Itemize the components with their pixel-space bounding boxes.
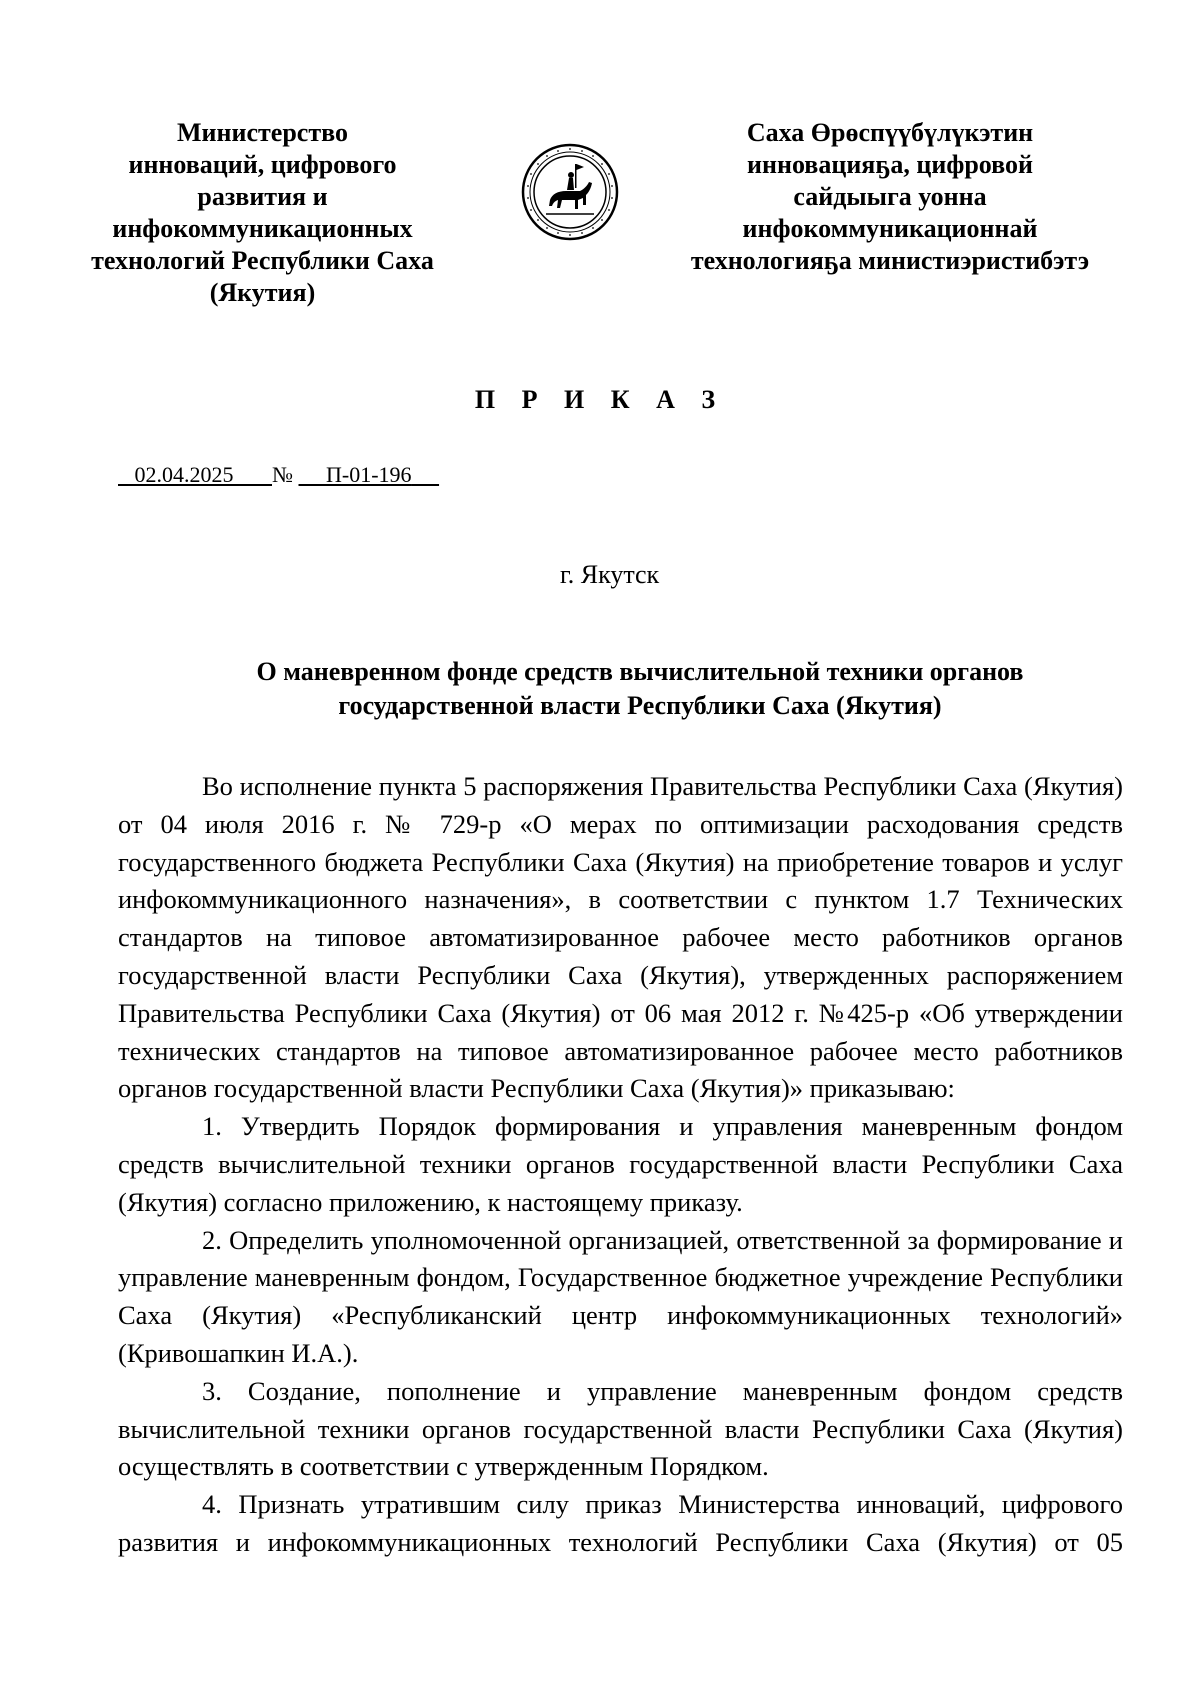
number-sign: №	[272, 462, 293, 487]
order-date: 02.04.2025	[134, 462, 234, 487]
ministry-name-ru-line: Министерство	[177, 118, 348, 147]
ministry-name-sah-line: Саха Өрөспүүбүлүкэтин	[746, 118, 1034, 147]
date-number-line	[118, 462, 439, 488]
ministry-name-ru-line: инфокоммуникационных	[112, 214, 413, 243]
ministry-name-ru-line: технологий Республики Саха	[91, 246, 434, 275]
document-title: О маневренном фонде средств вычислительной техники органов государственной власти Республики Саха (Якутия)	[256, 657, 1024, 720]
ministry-name-ru-line: инноваций, цифрового	[128, 150, 397, 179]
ministry-name-russian	[60, 117, 465, 309]
order-number: П-01-196	[326, 462, 412, 487]
ministry-name-sah-line: сайдыыга уонна	[793, 182, 987, 211]
document-type-heading: П Р И К А З	[474, 385, 726, 414]
ministry-name-ru-line: (Якутия)	[209, 278, 316, 307]
republic-coat-of-arms-icon	[520, 142, 620, 242]
order-item-1: 1. Утвердить Порядок формирования и управления маневренным фондом средств вычислительной техники органов государственной власти Республики Саха (Якутия) согласно приложению, к настоящему приказу.	[118, 1111, 1123, 1217]
order-item-2: 2. Определить уполномоченной организацией, ответственной за формирование и управление маневренным фондом, Государственное бюджетное учреждение Республики Саха (Якутия) «Республиканский центр инфокоммуникационных технологий» (Кривошапкин И.А.).	[118, 1224, 1123, 1368]
ministry-name-yakut	[655, 117, 1125, 277]
document-body	[118, 768, 1123, 1562]
ministry-name-sah-line: технологияҕа министиэристибэтэ	[690, 246, 1090, 275]
order-item-4: 4. Признать утратившим силу приказ Министерства инноваций, цифрового развития и инфокоммуникационных технологий Республики Саха (Якутия) от 05	[118, 1489, 1123, 1557]
ministry-name-sah-line: инновацияҕа, цифровой	[747, 150, 1033, 179]
preamble-paragraph: Во исполнение пункта 5 распоряжения Правительства Республики Саха (Якутия) от 04 июля 2016 г. № 729-р «О мерах по оптимизации расходования средств государственного бюджета Республики Саха (Якутия) на приобретение товаров и услуг инфокоммуникационного назначения», в соответствии с пунктом 1.7 Технических стандартов на типовое автоматизированное рабочее место работников органов государственной власти Республики Саха (Якутия), утвержденных распоряжением Правительства Республики Саха (Якутия) от 06 мая 2012 г. №425-р «Об утверждении технических стандартов на типовое автоматизированное рабочее место работников органов государственной власти Республики Саха (Якутия)» приказываю:	[118, 771, 1123, 1104]
order-item-3: 3. Создание, пополнение и управление маневренным фондом средств вычислительной техники органов государственной власти Республики Саха (Якутия) осуществлять в соответствии с утвержденным Порядком.	[118, 1375, 1123, 1482]
ministry-name-ru-line: развития и	[197, 182, 328, 211]
ministry-name-sah-line: инфокоммуникационнай	[742, 214, 1038, 243]
city-label: г. Якутск	[560, 560, 660, 589]
